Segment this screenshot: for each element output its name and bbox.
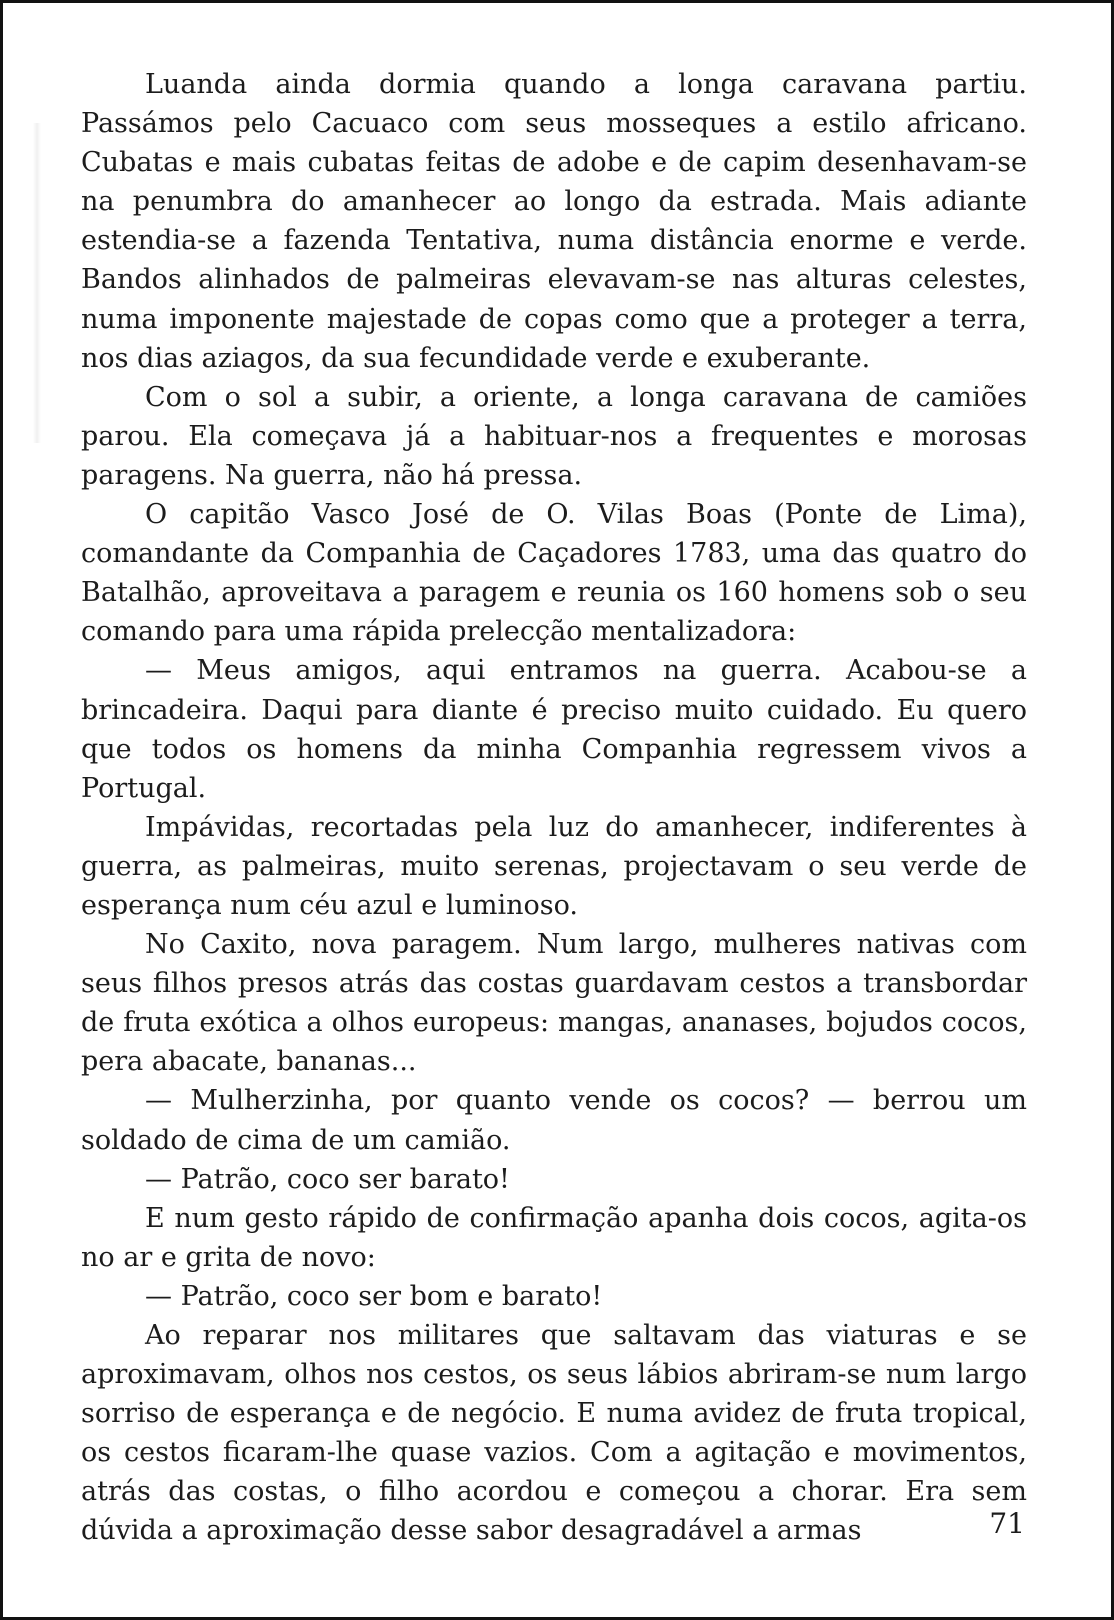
paragraph-9: E num gesto rápido de confirmação apanha dois cocos, agita-os no ar e grita de novo: (81, 1202, 1027, 1273)
paragraph-1: Luanda ainda dormia quando a longa caravana partiu. Passámos pelo Cacuaco com seus mosseques a estilo africano. Cubatas e mais cubatas feitas de adobe e de capim desenhavam-se na penumbra do amanhecer ao longo da estrada. Mais adiante estendia-se a fazenda Tentativa, numa distância enorme e verde. Bandos alinhados de palmeiras elevavam-se nas alturas celestes, numa imponente majestade de copas como que a proteger a terra, nos dias aziagos, da sua fecundidade verde e exuberante. (81, 69, 1027, 374)
page-number: 71 (989, 1507, 1025, 1540)
paragraph-5: Impávidas, recortadas pela luz do amanhecer, indiferentes à guerra, as palmeiras, muito serenas, projectavam o seu verde de esperança num céu azul e luminoso. (81, 811, 1027, 921)
paragraph-11: Ao reparar nos militares que saltavam das viaturas e se aproximavam, olhos nos cestos, os seus lábios abriram-se num largo sorriso de esperança e de negócio. E numa avidez de fruta tropical, os cestos ficaram-lhe quase vazios. Com a agitação e movimentos, atrás das costas, o filho acordou e começou a chorar. Era sem dúvida a aproximação desse sabor desagradável a armas (81, 1320, 1027, 1547)
paragraph-7-dialogue: — Mulherzinha, por quanto vende os cocos? — berrou um soldado de cima de um camião. (81, 1085, 1027, 1156)
paragraph-8-dialogue: — Patrão, coco ser barato! (145, 1163, 510, 1195)
paragraph-3: O capitão Vasco José de O. Vilas Boas (Ponte de Lima), comandante da Companhia de Caçadores 1783, uma das quatro do Batalhão, aproveitava a paragem e reunia os 160 homens sob o seu comando para uma rápida prelecção mentalizadora: (81, 499, 1027, 648)
body-text (81, 65, 1027, 1551)
paragraph-2: Com o sol a subir, a oriente, a longa caravana de camiões parou. Ela começava já a habituar-nos a frequentes e morosas paragens. Na guerra, não há pressa. (81, 381, 1027, 491)
paragraph-6: No Caxito, nova paragem. Num largo, mulheres nativas com seus filhos presos atrás das costas guardavam cestos a transbordar de fruta exótica a olhos europeus: mangas, ananases, bojudos cocos, pera abacate, bananas... (81, 929, 1027, 1078)
paragraph-4-dialogue: — Meus amigos, aqui entramos na guerra. Acabou-se a brincadeira. Daqui para diante é preciso muito cuidado. Eu quero que todos os homens da minha Companhia regressem vivos a Portugal. (81, 655, 1027, 804)
gutter-shadow (33, 123, 41, 443)
paragraph-10-dialogue: — Patrão, coco ser bom e barato! (145, 1280, 603, 1312)
